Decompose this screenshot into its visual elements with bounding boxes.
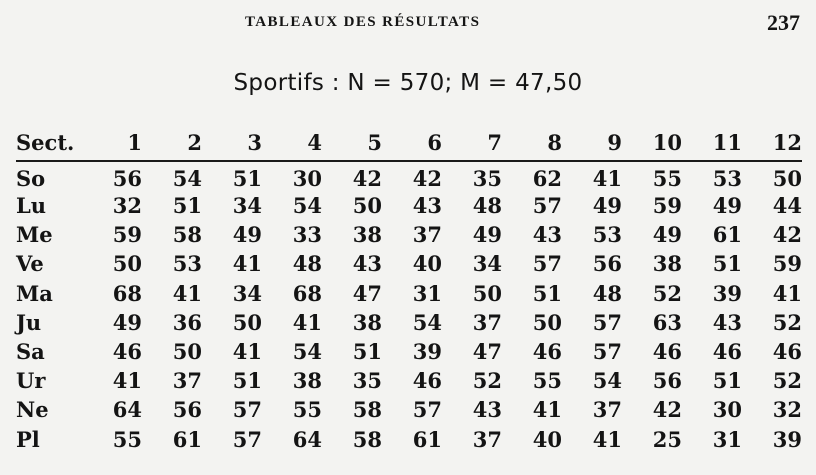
table-cell: 41 xyxy=(232,339,262,365)
table-cell: 38 xyxy=(652,251,682,277)
table-cell: 57 xyxy=(232,426,262,452)
table-cell: 50 xyxy=(472,280,502,306)
table-cell: 42 xyxy=(412,166,442,191)
table-row xyxy=(16,220,802,249)
row-label: Ju xyxy=(16,309,42,335)
table-cell: 55 xyxy=(532,368,562,394)
table-cell: 43 xyxy=(352,251,382,277)
table-cell: 59 xyxy=(772,251,802,277)
table-cell: 56 xyxy=(172,397,202,423)
table-cell: 57 xyxy=(412,397,442,423)
table-cell: 35 xyxy=(472,166,502,191)
column-header-9: 9 xyxy=(607,129,622,155)
table-cell: 56 xyxy=(112,166,142,191)
table-cell: 30 xyxy=(712,397,742,423)
table-cell: 61 xyxy=(412,426,442,452)
table-cell: 40 xyxy=(412,251,442,277)
table-cell: 54 xyxy=(292,193,322,219)
table-row xyxy=(16,425,802,454)
page-number: 237 xyxy=(767,10,800,35)
row-label: Ma xyxy=(16,280,53,306)
table-row xyxy=(16,395,802,424)
table-cell: 68 xyxy=(292,280,322,306)
table-cell: 51 xyxy=(712,251,742,277)
table-cell: 51 xyxy=(172,193,202,219)
table-row xyxy=(16,191,802,220)
table-cell: 56 xyxy=(592,251,622,277)
column-header-7: 7 xyxy=(487,129,502,155)
table-cell: 50 xyxy=(232,309,262,335)
table-cell: 46 xyxy=(412,368,442,394)
table-cell: 39 xyxy=(412,339,442,365)
table-cell: 41 xyxy=(532,397,562,423)
table-subtitle: Sportifs : N = 570; M = 47,50 xyxy=(233,70,583,96)
table-cell: 47 xyxy=(352,280,382,306)
running-head: TABLEAUX DES RÉSULTATS xyxy=(245,14,481,30)
results-table xyxy=(16,124,802,454)
table-cell: 39 xyxy=(772,426,802,452)
column-header-3: 3 xyxy=(247,129,262,155)
table-cell: 54 xyxy=(172,166,202,191)
table-cell: 64 xyxy=(292,426,322,452)
table-cell: 38 xyxy=(292,368,322,394)
table-cell: 57 xyxy=(592,309,622,335)
table-cell: 43 xyxy=(472,397,502,423)
row-label: So xyxy=(16,166,46,191)
row-label: Ur xyxy=(16,368,46,394)
table-cell: 40 xyxy=(532,426,562,452)
table-cell: 51 xyxy=(352,339,382,365)
table-cell: 51 xyxy=(532,280,562,306)
table-cell: 41 xyxy=(292,309,322,335)
table-cell: 43 xyxy=(532,222,562,248)
table-cell: 52 xyxy=(772,309,802,335)
table-row xyxy=(16,161,802,191)
table-cell: 31 xyxy=(412,280,442,306)
column-header-8: 8 xyxy=(547,129,562,155)
table-cell: 57 xyxy=(532,193,562,219)
table-cell: 55 xyxy=(652,166,682,191)
table-cell: 35 xyxy=(352,368,382,394)
column-header-6: 6 xyxy=(427,129,442,155)
table-cell: 57 xyxy=(232,397,262,423)
table-cell: 32 xyxy=(772,397,802,423)
table-cell: 31 xyxy=(712,426,742,452)
column-header-11: 11 xyxy=(712,129,742,155)
table-cell: 43 xyxy=(712,309,742,335)
header-row xyxy=(16,124,802,161)
table-cell: 61 xyxy=(172,426,202,452)
table-body xyxy=(16,161,802,454)
table-cell: 58 xyxy=(352,397,382,423)
table-cell: 49 xyxy=(112,309,142,335)
table-cell: 37 xyxy=(472,309,502,335)
table-cell: 50 xyxy=(172,339,202,365)
column-header-10: 10 xyxy=(652,129,682,155)
table-cell: 53 xyxy=(172,251,202,277)
table-cell: 47 xyxy=(472,339,502,365)
table-cell: 39 xyxy=(712,280,742,306)
table-row xyxy=(16,249,802,278)
table-cell: 52 xyxy=(472,368,502,394)
table-cell: 64 xyxy=(112,397,142,423)
table-cell: 55 xyxy=(292,397,322,423)
table-cell: 63 xyxy=(652,309,682,335)
table-cell: 42 xyxy=(772,222,802,248)
table-cell: 51 xyxy=(232,166,262,191)
table-cell: 53 xyxy=(592,222,622,248)
table-cell: 41 xyxy=(112,368,142,394)
table-cell: 61 xyxy=(712,222,742,248)
table-cell: 49 xyxy=(592,193,622,219)
table-cell: 34 xyxy=(232,280,262,306)
column-header-4: 4 xyxy=(307,129,322,155)
table-cell: 25 xyxy=(652,426,682,452)
table-cell: 48 xyxy=(472,193,502,219)
table-cell: 38 xyxy=(352,309,382,335)
row-label: Pl xyxy=(16,426,40,452)
table-cell: 37 xyxy=(412,222,442,248)
table-cell: 48 xyxy=(592,280,622,306)
table-cell: 58 xyxy=(172,222,202,248)
table-cell: 58 xyxy=(352,426,382,452)
table-cell: 46 xyxy=(772,339,802,365)
table-cell: 59 xyxy=(112,222,142,248)
table-cell: 50 xyxy=(352,193,382,219)
table-cell: 42 xyxy=(652,397,682,423)
row-label: Sa xyxy=(16,339,45,365)
table-cell: 49 xyxy=(232,222,262,248)
table-cell: 41 xyxy=(592,166,622,191)
column-header-12: 12 xyxy=(772,129,802,155)
row-label: Ve xyxy=(16,251,44,277)
table-cell: 37 xyxy=(592,397,622,423)
table-cell: 54 xyxy=(592,368,622,394)
table-cell: 46 xyxy=(712,339,742,365)
table-cell: 37 xyxy=(172,368,202,394)
table-cell: 38 xyxy=(352,222,382,248)
table-row xyxy=(16,308,802,337)
table-cell: 32 xyxy=(112,193,142,219)
table-cell: 43 xyxy=(412,193,442,219)
table-cell: 50 xyxy=(532,309,562,335)
table-cell: 34 xyxy=(472,251,502,277)
table-cell: 41 xyxy=(232,251,262,277)
table-cell: 30 xyxy=(292,166,322,191)
table-cell: 37 xyxy=(472,426,502,452)
table-cell: 42 xyxy=(352,166,382,191)
table-cell: 46 xyxy=(652,339,682,365)
table-cell: 51 xyxy=(712,368,742,394)
table-cell: 68 xyxy=(112,280,142,306)
table-cell: 46 xyxy=(532,339,562,365)
table-cell: 33 xyxy=(292,222,322,248)
table-row xyxy=(16,279,802,308)
table-cell: 41 xyxy=(592,426,622,452)
table-row xyxy=(16,337,802,366)
column-header-1: 1 xyxy=(127,129,142,155)
table-cell: 49 xyxy=(712,193,742,219)
table-cell: 50 xyxy=(112,251,142,277)
table-cell: 56 xyxy=(652,368,682,394)
column-header-2: 2 xyxy=(187,129,202,155)
column-header-5: 5 xyxy=(367,129,382,155)
table-cell: 55 xyxy=(112,426,142,452)
table-cell: 52 xyxy=(772,368,802,394)
table-cell: 46 xyxy=(112,339,142,365)
table-cell: 41 xyxy=(172,280,202,306)
table-cell: 54 xyxy=(292,339,322,365)
row-label: Ne xyxy=(16,397,49,423)
row-label: Lu xyxy=(16,193,47,219)
table-cell: 48 xyxy=(292,251,322,277)
table-cell: 34 xyxy=(232,193,262,219)
table-cell: 57 xyxy=(592,339,622,365)
table-row xyxy=(16,366,802,395)
table-cell: 49 xyxy=(652,222,682,248)
table-cell: 51 xyxy=(232,368,262,394)
row-label: Me xyxy=(16,222,53,248)
table-cell: 57 xyxy=(532,251,562,277)
table-cell: 50 xyxy=(772,166,802,191)
table-cell: 36 xyxy=(172,309,202,335)
corner-label: Sect. xyxy=(16,129,75,155)
table-cell: 44 xyxy=(772,193,802,219)
table-cell: 49 xyxy=(472,222,502,248)
table-cell: 41 xyxy=(772,280,802,306)
table-cell: 62 xyxy=(532,166,562,191)
table-cell: 53 xyxy=(712,166,742,191)
table-cell: 54 xyxy=(412,309,442,335)
table-cell: 52 xyxy=(652,280,682,306)
table-cell: 59 xyxy=(652,193,682,219)
